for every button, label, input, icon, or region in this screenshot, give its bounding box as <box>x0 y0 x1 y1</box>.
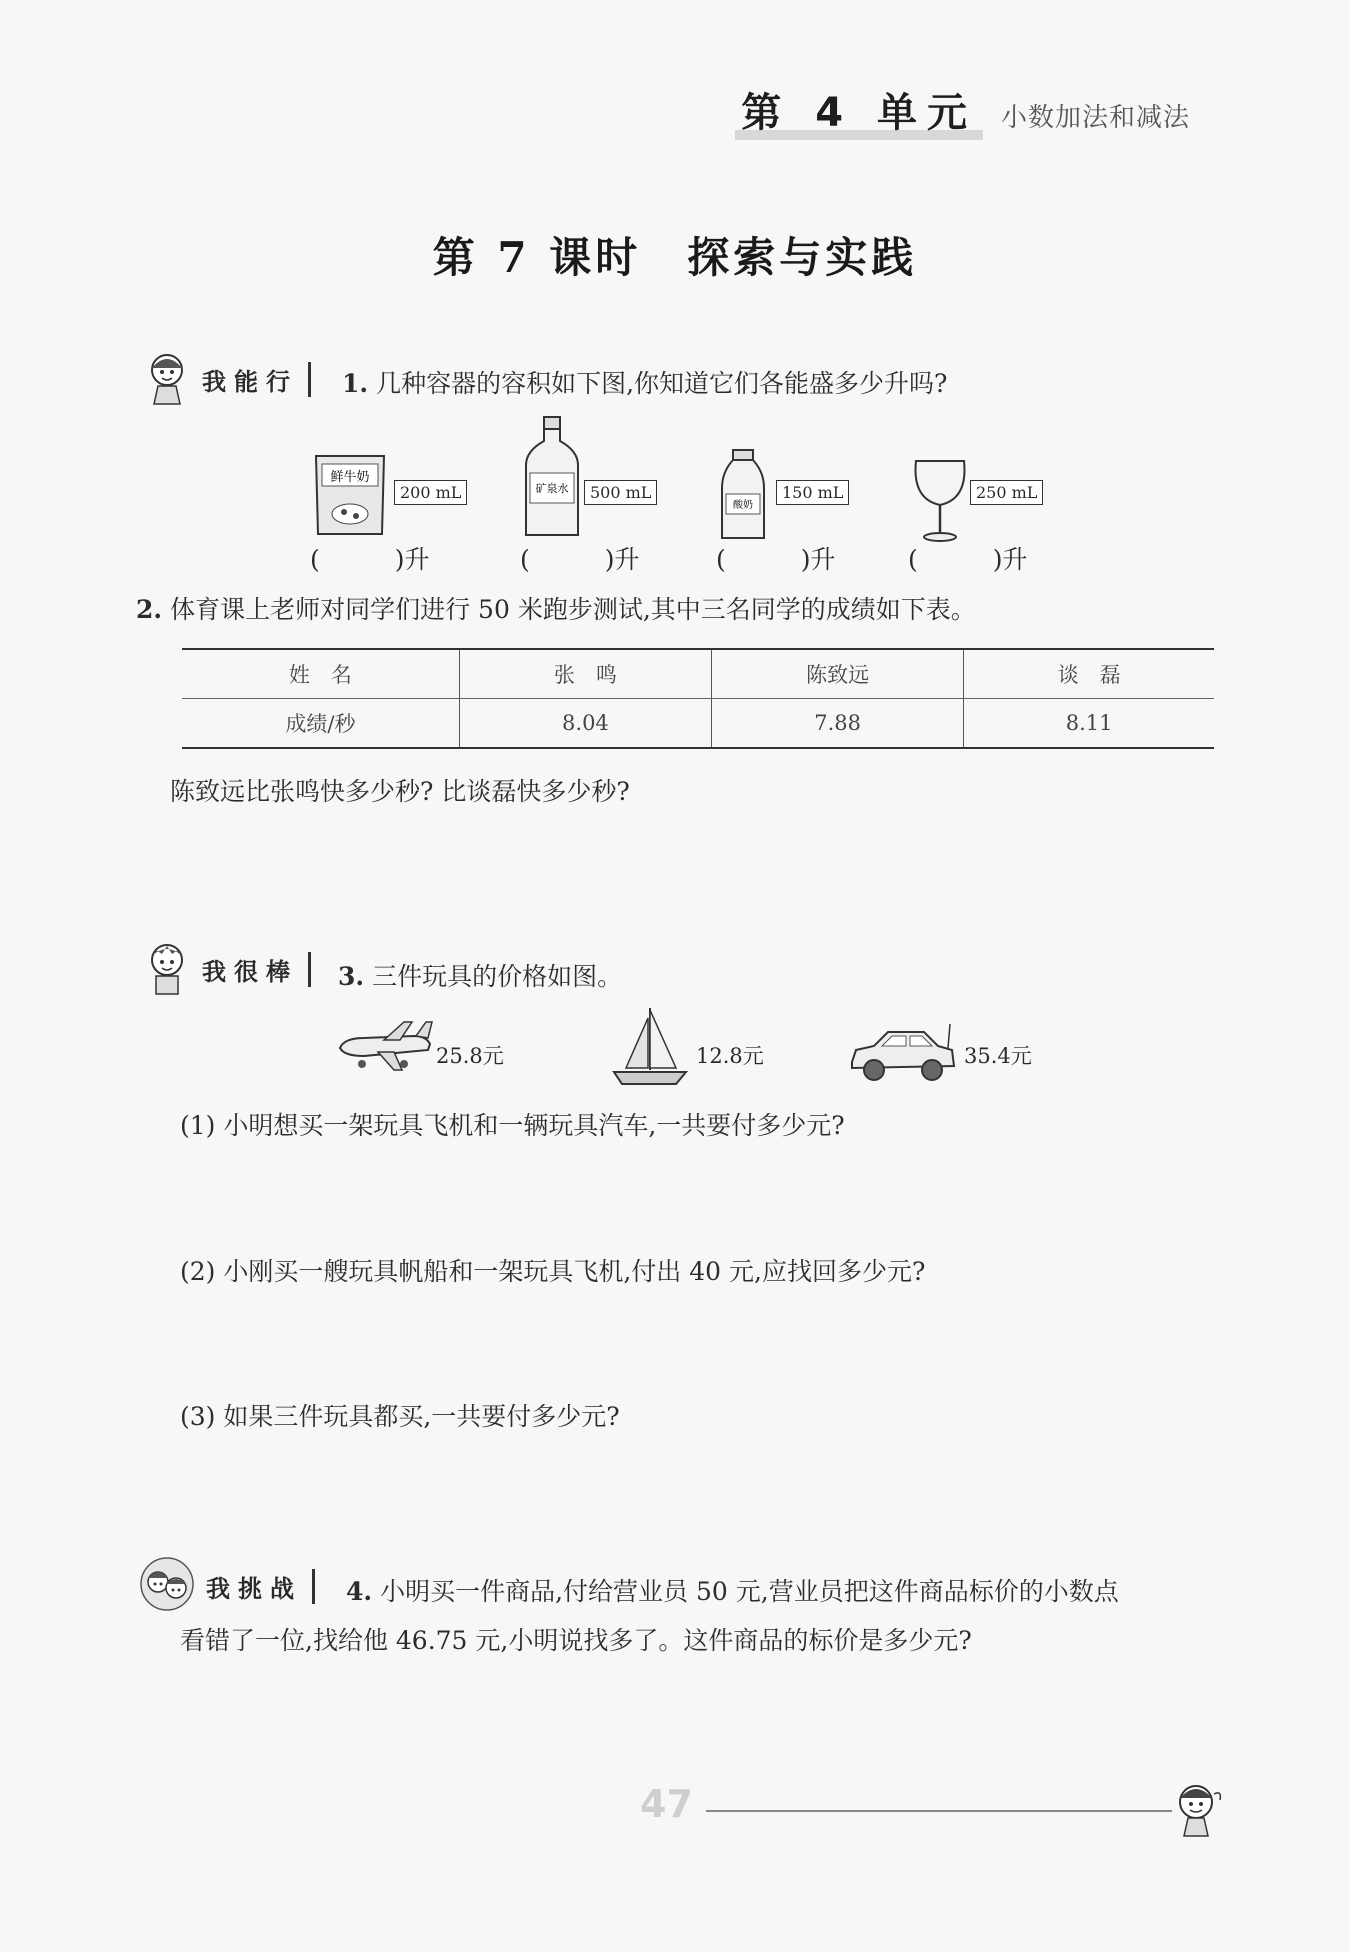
score-table <box>182 648 1214 749</box>
answer-blank[interactable]: ( )升 <box>716 545 836 574</box>
unit-subtitle: 小数加法和减法 <box>1000 103 1190 133</box>
question-2-ask: 陈致远比张鸣快多少秒? 比谈磊快多少秒? <box>170 777 630 806</box>
section-label: 我挑战 <box>206 1569 315 1604</box>
section-label: 我很棒 <box>202 952 311 987</box>
toy-price: 25.8元 <box>436 1044 504 1068</box>
table-cell: 8.11 <box>964 699 1214 749</box>
question-number: 3. <box>338 962 365 991</box>
yogurt-bottle-icon <box>716 448 770 542</box>
table-cell: 7.88 <box>712 699 964 749</box>
answer-blank[interactable]: ( )升 <box>520 545 640 574</box>
question-3 <box>338 955 622 999</box>
water-pack-text: 矿泉水 <box>535 482 569 495</box>
question-text: 几种容器的容积如下图,你知道它们各能盛多少升吗? <box>376 369 948 398</box>
answer-blank[interactable]: ( )升 <box>908 545 1028 574</box>
toy-price: 12.8元 <box>696 1044 764 1068</box>
page-number: 47 <box>640 1782 693 1826</box>
wine-glass-icon <box>908 455 972 543</box>
section-badge-2 <box>142 940 311 998</box>
section-badge-1 <box>142 350 311 408</box>
unit-header <box>735 90 1190 140</box>
sub-question-3: (3) 如果三件玩具都买,一共要付多少元? <box>180 1402 620 1431</box>
table-cell: 陈致远 <box>712 649 964 699</box>
footer-rule <box>706 1810 1172 1812</box>
volume-label: 250 mL <box>970 480 1043 505</box>
airplane-icon <box>334 1018 434 1076</box>
question-4-line1 <box>346 1570 1119 1614</box>
table-header-row <box>182 649 1214 699</box>
table-cell: 谈 磊 <box>964 649 1214 699</box>
sub-question-1: (1) 小明想买一架玩具飞机和一辆玩具汽车,一共要付多少元? <box>180 1111 845 1140</box>
table-row <box>182 699 1214 749</box>
table-cell: 8.04 <box>459 699 711 749</box>
milk-pack-text: 鲜牛奶 <box>330 470 370 485</box>
sailboat-icon <box>606 1004 690 1088</box>
table-cell: 成绩/秒 <box>182 699 459 749</box>
question-text: 体育课上老师对同学们进行 50 米跑步测试,其中三名同学的成绩如下表。 <box>170 595 976 624</box>
volume-label: 150 mL <box>776 480 849 505</box>
section-label: 我能行 <box>202 362 311 397</box>
table-cell: 姓 名 <box>182 649 459 699</box>
cartoon-mascot-icon <box>1164 1778 1234 1848</box>
cartoon-boy-icon <box>142 940 192 998</box>
cartoon-girl-icon <box>142 350 192 408</box>
table-cell: 张 鸣 <box>459 649 711 699</box>
water-bottle-icon <box>520 415 584 541</box>
question-number: 1. <box>342 369 369 398</box>
answer-blank[interactable]: ( )升 <box>310 545 430 574</box>
yogurt-pack-text: 酸奶 <box>733 500 753 511</box>
question-number: 4. <box>346 1577 373 1606</box>
section-badge-3 <box>138 1556 315 1616</box>
milk-bag-icon <box>310 450 390 540</box>
question-text: 小明买一件商品,付给营业员 50 元,营业员把这件商品标价的小数点 <box>380 1577 1119 1606</box>
question-2 <box>136 588 976 632</box>
question-number: 2. <box>136 595 163 624</box>
volume-label: 500 mL <box>584 480 657 505</box>
volume-label: 200 mL <box>394 480 467 505</box>
cartoon-kids-icon <box>138 1556 196 1616</box>
question-1 <box>342 362 947 406</box>
car-icon <box>848 1022 958 1084</box>
toy-price: 35.4元 <box>964 1044 1032 1068</box>
question-4-line2: 看错了一位,找给他 46.75 元,小明说找多了。这件商品的标价是多少元? <box>180 1626 972 1655</box>
question-text: 三件玩具的价格如图。 <box>372 962 623 991</box>
sub-question-2: (2) 小刚买一艘玩具帆船和一架玩具飞机,付出 40 元,应找回多少元? <box>180 1257 926 1286</box>
lesson-title: 第 7 课时 探索与实践 <box>432 233 918 282</box>
unit-title: 第 4 单元 <box>735 96 983 140</box>
